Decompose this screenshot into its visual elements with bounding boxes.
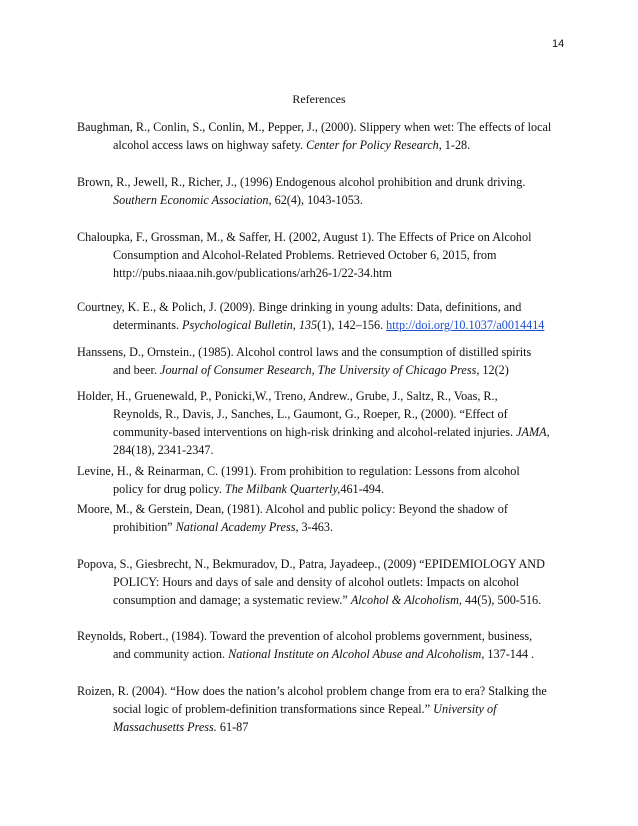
reference-entry: Roizen, R. (2004). “How does the nation’s alcohol problem change from era to era? Stalking the social logic of problem-definition transformations since Repeal.” University of Massachusetts Press. 61-87 xyxy=(77,684,547,734)
reference-entry: Hanssens, D., Ornstein., (1985). Alcohol control laws and the consumption of distilled spirits and beer. Journal of Consumer Research, The University of Chicago Press, 12(2) xyxy=(77,345,532,377)
reference-entry: Moore, M., & Gerstein, Dean, (1981). Alcohol and public policy: Beyond the shadow of prohibition” National Academy Press, 3-463. xyxy=(77,502,508,534)
page-number: 14 xyxy=(552,38,565,50)
reference-entry: Levine, H., & Reinarman, C. (1991). From prohibition to regulation: Lessons from alcohol policy for drug policy. The Milbank Quarterly,461-494. xyxy=(77,464,520,496)
doi-link[interactable]: http://doi.org/10.1037/a0014414 xyxy=(386,318,545,332)
reference-entry: Baughman, R., Conlin, S., Conlin, M., Pepper, J., (2000). Slippery when wet: The effects of local alcohol access laws on highway safety. Center for Policy Research, 1-28. xyxy=(77,120,552,152)
reference-entry: Courtney, K. E., & Polich, J. (2009). Binge drinking in young adults: Data, definitions, and determinants. Psychological Bulletin, 135(1), 142–156. http://doi.org/10.1037/a0014414 xyxy=(77,300,545,332)
reference-entry: Brown, R., Jewell, R., Richer, J., (1996) Endogenous alcohol prohibition and drunk driving. Southern Economic Association, 62(4), 1043-1053. xyxy=(77,175,526,207)
reference-entry: Popova, S., Giesbrecht, N., Bekmuradov, D., Patra, Jayadeep., (2009) “EPIDEMIOLOGY AND POLICY: Hours and days of sale and density of alcohol outlets: Impacts on alcohol consumption and damage; a systematic review.” Alcohol & Alcoholism, 44(5), 500-516. xyxy=(77,557,545,607)
reference-entry: Holder, H., Gruenewald, P., Ponicki,W., Treno, Andrew., Grube, J., Saltz, R., Voas, R., Reynolds, R., Davis, J., Sanches, L., Gaumont, G., Roeper, R., (2000). “Effect of community-based interventions on high-risk drinking and alcohol-related injuries. JAMA, 284(18), 2341-2347. xyxy=(77,389,550,457)
references-heading: References xyxy=(292,92,346,106)
reference-entry: Reynolds, Robert., (1984). Toward the prevention of alcohol problems government, business, and community action. National Institute on Alcohol Abuse and Alcoholism, 137-144 . xyxy=(77,629,535,661)
reference-entry: Chaloupka, F., Grossman, M., & Saffer, H. (2002, August 1). The Effects of Price on Alcohol Consumption and Alcohol-Related Problems. Retrieved October 6, 2015, from http://pubs.niaaa.nih.gov/publications/arh26-1/22-34.htm xyxy=(77,230,532,280)
